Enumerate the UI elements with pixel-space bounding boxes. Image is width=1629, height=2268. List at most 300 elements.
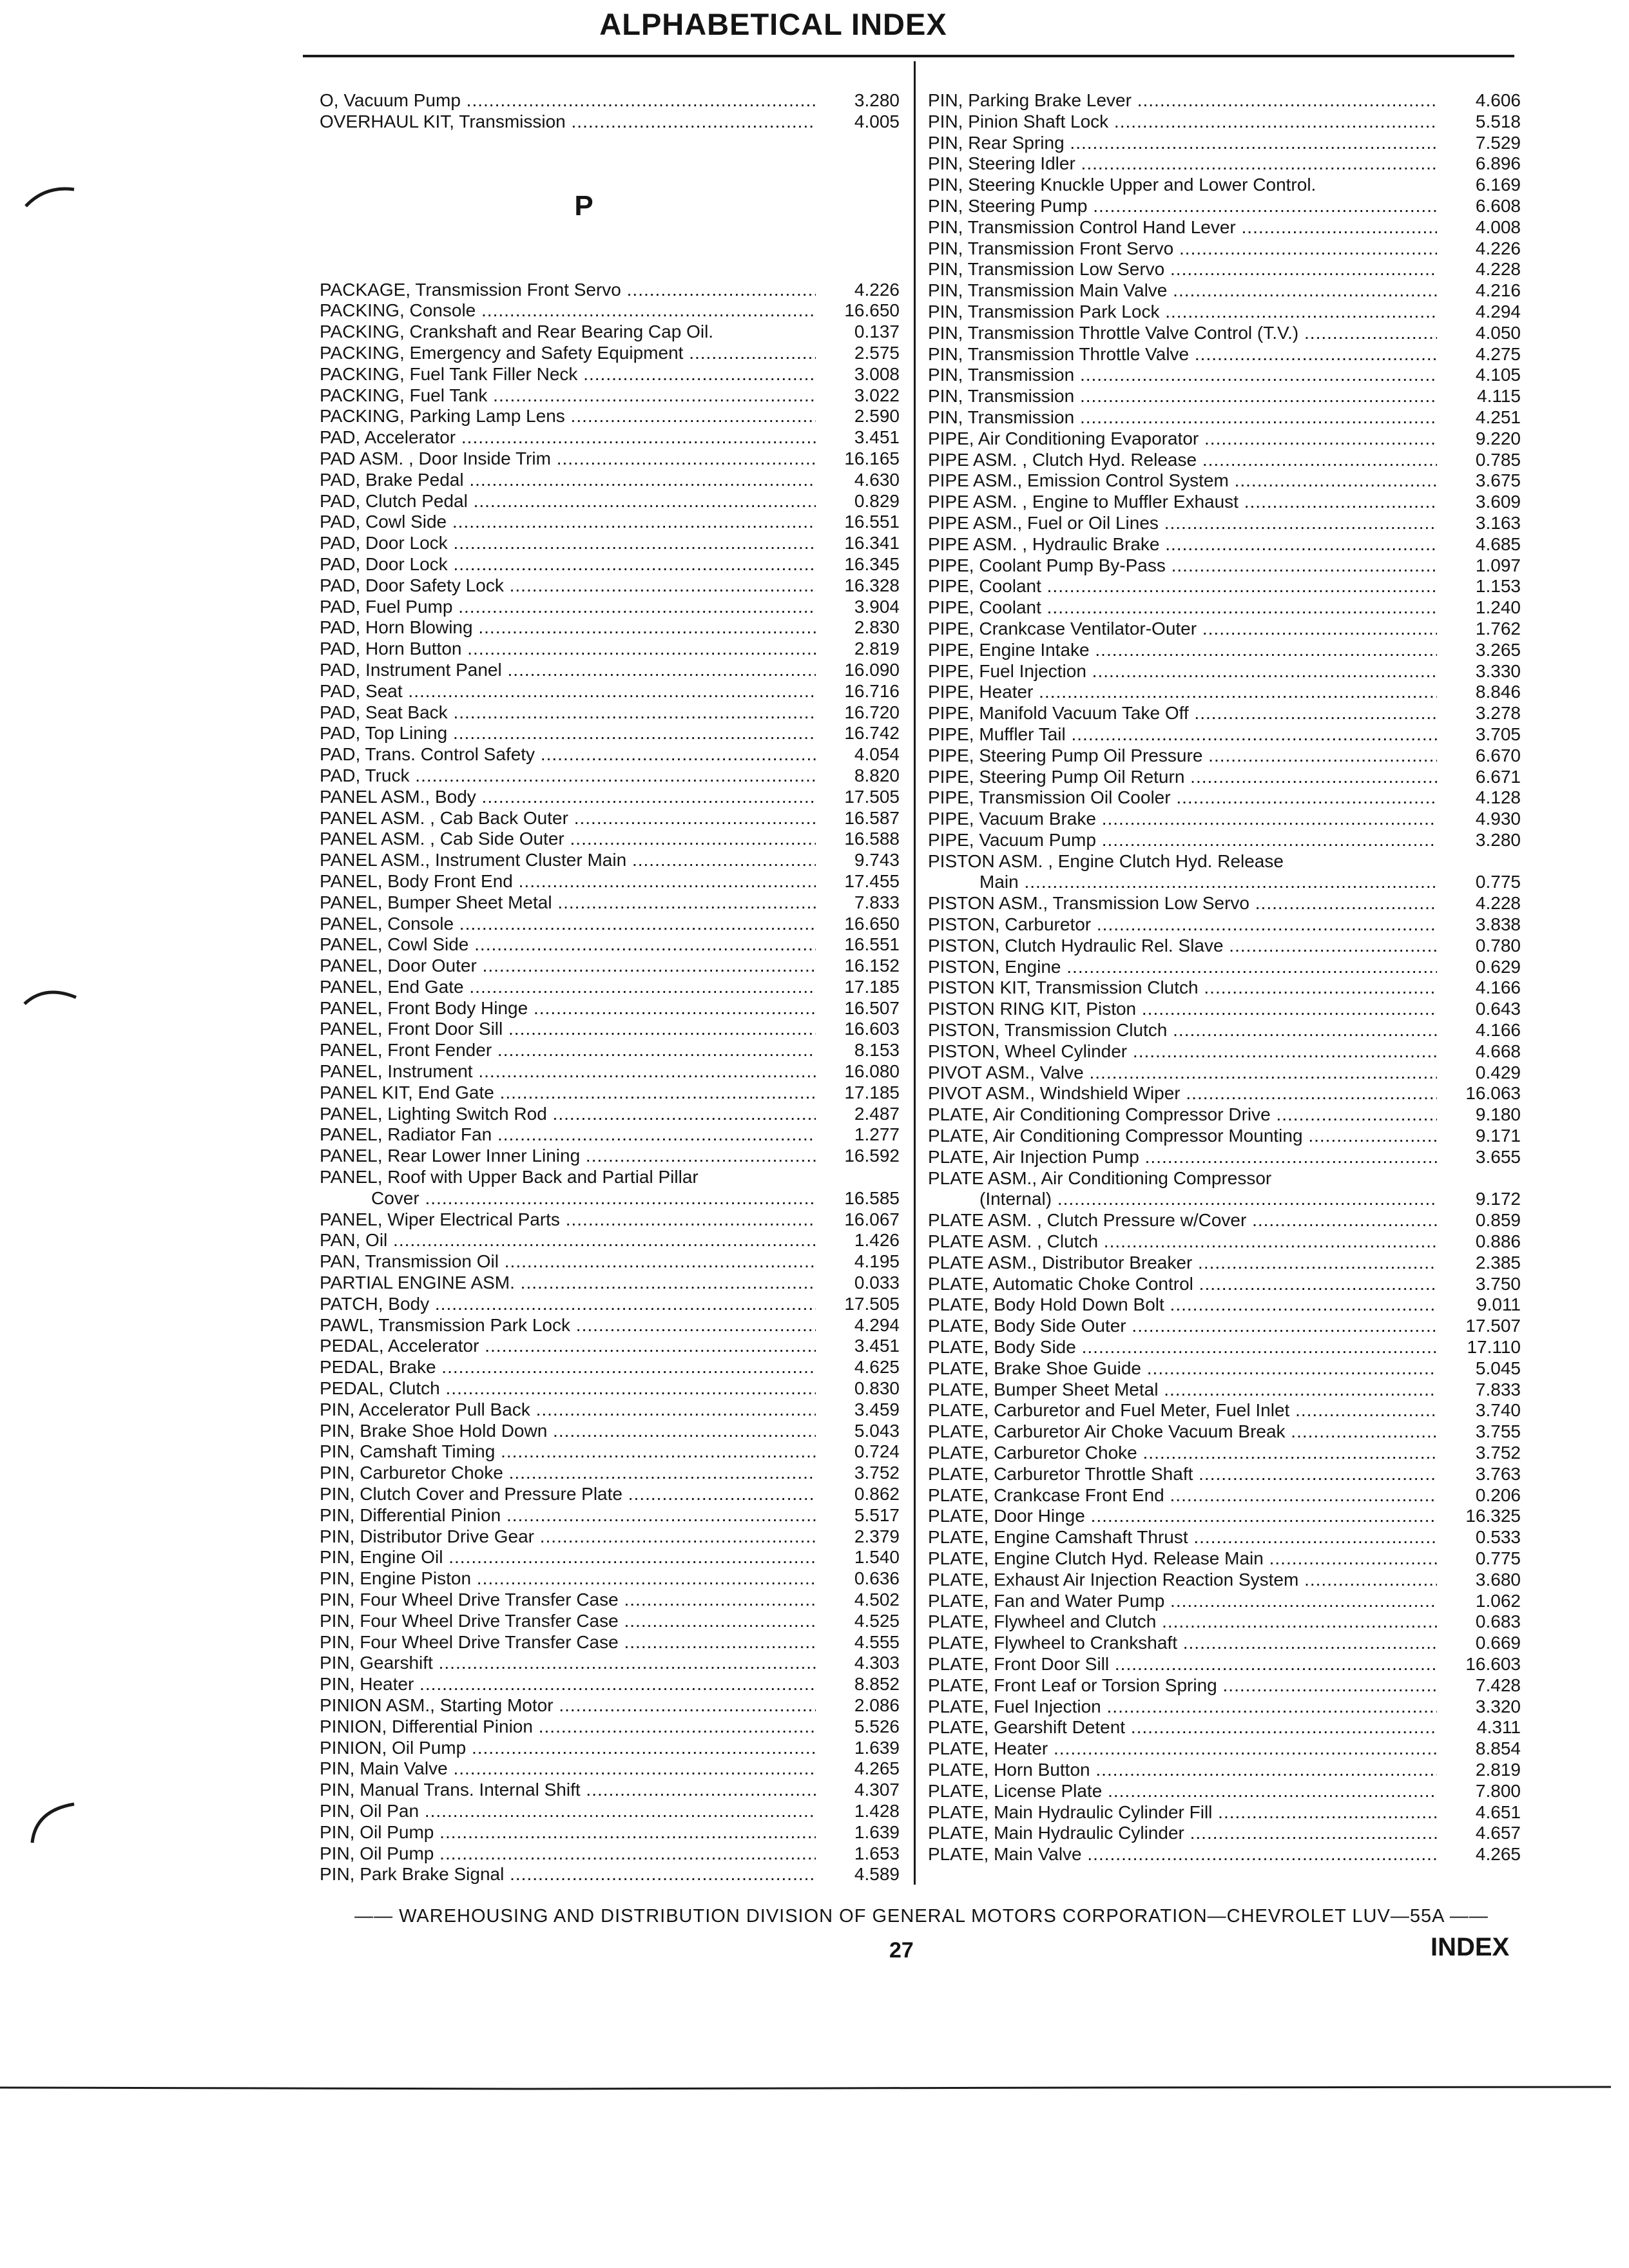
index-entry <box>320 1040 900 1061</box>
entry-label: PIN, Oil Pan ..... <box>320 1801 816 1822</box>
entry-label: PANEL ASM., Body ..... <box>320 787 816 808</box>
entry-page-ref: 2.590 <box>822 406 900 427</box>
entry-label: PANEL, Front Door Sill ..... <box>320 1019 816 1040</box>
entry-page-ref: 0.533 <box>1443 1527 1521 1548</box>
entry-page-ref: 4.166 <box>1443 1020 1521 1041</box>
entry-label: PLATE, Air Conditioning Compressor Mounting ..... <box>928 1126 1437 1147</box>
entry-label: PLATE, Body Hold Down Bolt ..... <box>928 1294 1437 1316</box>
index-entry <box>928 428 1521 450</box>
index-entry <box>320 892 900 914</box>
entry-label: PANEL, Body Front End ..... <box>320 871 816 892</box>
entry-label: PIN, Oil Pump ..... <box>320 1822 816 1843</box>
index-entry <box>928 1570 1521 1591</box>
entry-page-ref: 2.830 <box>822 617 900 639</box>
entry-label: O, Vacuum Pump ..... <box>320 90 816 111</box>
entry-label: PLATE, Brake Shoe Guide ..... <box>928 1358 1437 1379</box>
entry-page-ref: 2.385 <box>1443 1253 1521 1274</box>
entry-page-ref: 7.833 <box>822 892 900 914</box>
index-entry <box>928 1274 1521 1295</box>
entry-label: PIN, Four Wheel Drive Transfer Case ..... <box>320 1632 816 1653</box>
entry-page-ref: 0.629 <box>1443 957 1521 978</box>
index-entry <box>320 491 900 512</box>
entry-label: PIN, Four Wheel Drive Transfer Case ..... <box>320 1590 816 1611</box>
index-entry <box>320 1273 900 1294</box>
index-entry <box>928 1633 1521 1654</box>
entry-page-ref: 8.852 <box>822 1674 900 1695</box>
entry-page-ref: 4.930 <box>1443 809 1521 830</box>
entry-page-ref: 1.762 <box>1443 619 1521 640</box>
entry-page-ref: 0.683 <box>1443 1611 1521 1633</box>
index-entry <box>320 470 900 491</box>
entry-label: PACKING, Emergency and Safety Equipment ..... <box>320 343 816 364</box>
index-entry <box>320 111 900 133</box>
entry-page-ref: 4.502 <box>822 1590 900 1611</box>
entry-label: PANEL, Door Outer ..... <box>320 956 816 977</box>
entry-label: PACKING, Fuel Tank Filler Neck ..... <box>320 364 816 385</box>
index-entry <box>928 407 1521 428</box>
entry-page-ref: 4.265 <box>1443 1844 1521 1865</box>
index-entry <box>928 323 1521 344</box>
index-entry <box>320 744 900 765</box>
entry-label: PIN, Steering Idler ..... <box>928 153 1437 175</box>
entry-page-ref: 16.090 <box>822 660 900 681</box>
index-entry <box>928 1253 1521 1274</box>
index-entry <box>928 217 1521 238</box>
index-entry <box>928 1823 1521 1844</box>
entry-label: PIPE ASM., Emission Control System ..... <box>928 470 1437 492</box>
entry-label: PIN, Steering Knuckle Upper and Lower Control. <box>928 175 1316 195</box>
entry-label: PAD, Trans. Control Safety ..... <box>320 744 816 765</box>
entry-label: PIPE, Air Conditioning Evaporator ..... <box>928 428 1437 450</box>
entry-page-ref: 3.451 <box>822 427 900 448</box>
entry-label: PACKAGE, Transmission Front Servo ..... <box>320 280 816 301</box>
entry-label: PAD, Cowl Side ..... <box>320 512 816 533</box>
entry-label: PEDAL, Accelerator ..... <box>320 1336 816 1357</box>
entry-page-ref: 0.829 <box>822 491 900 512</box>
index-entry <box>928 576 1521 597</box>
entry-label: PIN, Rear Spring ..... <box>928 133 1437 154</box>
entry-page-ref: 0.830 <box>822 1378 900 1399</box>
entry-page-ref: 4.216 <box>1443 280 1521 302</box>
entry-label: Main ..... <box>928 872 1437 893</box>
entry-label: PIN, Transmission Throttle Valve Control (T.V.) ..... <box>928 323 1437 344</box>
index-entry <box>928 1231 1521 1253</box>
index-entry <box>320 575 900 597</box>
entry-label: PLATE, Main Hydraulic Cylinder Fill ..... <box>928 1802 1437 1823</box>
entry-label: PIPE ASM., Fuel or Oil Lines ..... <box>928 513 1437 534</box>
index-entry <box>320 1082 900 1104</box>
entry-page-ref: 16.603 <box>822 1019 900 1040</box>
entry-label: PIVOT ASM., Windshield Wiper ..... <box>928 1083 1437 1104</box>
index-entry <box>928 767 1521 788</box>
entry-page-ref: 16.165 <box>822 448 900 470</box>
index-entry <box>320 512 900 533</box>
index-entry <box>320 934 900 956</box>
index-entry <box>928 513 1521 534</box>
entry-label: PLATE, Exhaust Air Injection Reaction System ..... <box>928 1570 1437 1591</box>
entry-page-ref: 4.606 <box>1443 90 1521 111</box>
index-entry <box>928 1738 1521 1760</box>
entry-label: PLATE, Body Side Outer ..... <box>928 1316 1437 1337</box>
page-number: 27 <box>889 1938 914 1963</box>
index-entry <box>928 957 1521 978</box>
index-entry <box>320 1061 900 1082</box>
entry-page-ref: 3.675 <box>1443 470 1521 492</box>
entry-page-ref: 8.820 <box>822 765 900 787</box>
entry-page-ref: 8.854 <box>1443 1738 1521 1760</box>
entry-page-ref: 5.526 <box>822 1716 900 1738</box>
entry-label: PLATE, Air Injection Pump ..... <box>928 1147 1437 1168</box>
index-entry <box>320 787 900 808</box>
entry-label: PIN, Transmission Control Hand Lever ..... <box>928 217 1437 238</box>
entry-label: PACKING, Console ..... <box>320 300 816 322</box>
entry-label: PANEL ASM., Instrument Cluster Main ..... <box>320 850 816 871</box>
entry-label: PIPE ASM. , Clutch Hyd. Release ..... <box>928 450 1437 471</box>
entry-label: PISTON, Carburetor ..... <box>928 914 1437 936</box>
entry-label: PAD, Horn Button ..... <box>320 639 816 660</box>
entry-label: PLATE, Engine Clutch Hyd. Release Main ..... <box>928 1548 1437 1570</box>
entry-page-ref: 4.275 <box>1443 344 1521 365</box>
index-entry <box>928 1104 1521 1126</box>
index-entry <box>320 1294 900 1315</box>
index-entry <box>320 1019 900 1040</box>
entry-page-ref: 3.705 <box>1443 724 1521 745</box>
index-entry <box>320 1780 900 1801</box>
index-entry <box>928 1168 1521 1189</box>
index-entry <box>320 1716 900 1738</box>
entry-page-ref: 0.780 <box>1443 936 1521 957</box>
right-entries <box>928 90 1521 1865</box>
entry-label: PLATE, Engine Camshaft Thrust ..... <box>928 1527 1437 1548</box>
entry-label: PANEL, Cowl Side ..... <box>320 934 816 956</box>
entry-label: PIPE, Muffler Tail ..... <box>928 724 1437 745</box>
entry-page-ref: 16.080 <box>822 1061 900 1082</box>
index-entry <box>928 787 1521 809</box>
entry-label: PIN, Clutch Cover and Pressure Plate ..... <box>320 1484 816 1505</box>
index-entry <box>928 280 1521 302</box>
entry-page-ref: 17.455 <box>822 871 900 892</box>
entry-page-ref: 1.639 <box>822 1822 900 1843</box>
entry-label: PANEL KIT, End Gate ..... <box>320 1082 816 1104</box>
entry-label: PIVOT ASM., Valve ..... <box>928 1062 1437 1084</box>
index-entry <box>928 1210 1521 1231</box>
entry-page-ref: 0.775 <box>1443 1548 1521 1570</box>
entry-page-ref: 1.639 <box>822 1738 900 1759</box>
index-entry <box>928 1485 1521 1506</box>
entry-label: PLATE, Front Leaf or Torsion Spring ..... <box>928 1675 1437 1696</box>
entry-label: PEDAL, Brake ..... <box>320 1357 816 1378</box>
entry-page-ref: 16.585 <box>822 1188 900 1209</box>
entry-page-ref: 16.325 <box>1443 1506 1521 1527</box>
entry-label: PANEL, Bumper Sheet Metal ..... <box>320 892 816 914</box>
entry-page-ref: 4.657 <box>1443 1823 1521 1844</box>
entry-page-ref: 1.653 <box>822 1843 900 1865</box>
entry-label: PIPE, Crankcase Ventilator-Outer ..... <box>928 619 1437 640</box>
entry-page-ref: 2.819 <box>822 639 900 660</box>
entry-label: PAWL, Transmission Park Lock ..... <box>320 1315 816 1336</box>
index-entry <box>928 555 1521 577</box>
index-entry <box>928 1717 1521 1738</box>
index-entry <box>928 1316 1521 1337</box>
index-entry <box>320 1399 900 1421</box>
index-entry <box>320 448 900 470</box>
entry-label: PIN, Differential Pinion ..... <box>320 1505 816 1526</box>
index-entry <box>928 661 1521 682</box>
entry-label: PIPE, Manifold Vacuum Take Off ..... <box>928 703 1437 724</box>
entry-label: PIN, Oil Pump ..... <box>320 1843 816 1865</box>
index-entry <box>320 1590 900 1611</box>
entry-page-ref: 3.680 <box>1443 1570 1521 1591</box>
index-entry <box>928 175 1521 196</box>
index-entry <box>928 111 1521 133</box>
entry-page-ref: 3.755 <box>1443 1421 1521 1443</box>
entry-page-ref: 16.720 <box>822 702 900 724</box>
entry-page-ref: 6.608 <box>1443 196 1521 217</box>
margin-curve-mark <box>19 979 77 1018</box>
entry-page-ref: 17.507 <box>1443 1316 1521 1337</box>
index-entry <box>928 1083 1521 1104</box>
entry-label: PLATE, Gearshift Detent ..... <box>928 1717 1437 1738</box>
index-entry <box>928 1844 1521 1865</box>
entry-label: PANEL ASM. , Cab Back Outer ..... <box>320 808 816 829</box>
index-entry <box>320 765 900 787</box>
index-entry <box>928 534 1521 555</box>
entry-page-ref: 6.169 <box>1443 175 1521 196</box>
entry-label: PIPE, Steering Pump Oil Pressure ..... <box>928 745 1437 767</box>
index-entry <box>320 1611 900 1632</box>
entry-label: PIN, Park Brake Signal ..... <box>320 1864 816 1885</box>
entry-page-ref: 4.115 <box>1443 386 1521 407</box>
entry-label: PLATE, Flywheel to Crankshaft ..... <box>928 1633 1437 1654</box>
index-entry <box>320 554 900 575</box>
entry-label: OVERHAUL KIT, Transmission ..... <box>320 111 816 133</box>
entry-page-ref: 17.185 <box>822 1082 900 1104</box>
entry-page-ref: 0.429 <box>1443 1062 1521 1084</box>
index-entry <box>928 302 1521 323</box>
index-entry <box>320 406 900 427</box>
index-entry <box>320 1167 900 1188</box>
index-entry <box>320 829 900 850</box>
entry-page-ref: 4.166 <box>1443 977 1521 999</box>
entry-label: PLATE ASM. , Clutch ..... <box>928 1231 1437 1253</box>
index-entry <box>320 1864 900 1885</box>
entry-label: PLATE, Crankcase Front End ..... <box>928 1485 1437 1506</box>
entry-page-ref: 4.630 <box>822 470 900 491</box>
entry-page-ref: 16.507 <box>822 998 900 1019</box>
entry-page-ref: 3.163 <box>1443 513 1521 534</box>
entry-page-ref: 3.278 <box>1443 703 1521 724</box>
index-entry <box>320 1146 900 1167</box>
index-entry <box>928 999 1521 1020</box>
entry-page-ref: 2.379 <box>822 1526 900 1548</box>
entry-label: PIPE ASM. , Engine to Muffler Exhaust ..... <box>928 492 1437 513</box>
entry-page-ref: 16.650 <box>822 914 900 935</box>
entry-page-ref: 9.171 <box>1443 1126 1521 1147</box>
index-entry <box>320 1124 900 1146</box>
index-entry <box>320 1315 900 1336</box>
entry-label: PLATE, Automatic Choke Control ..... <box>928 1274 1437 1295</box>
index-entry <box>320 1738 900 1759</box>
entry-page-ref: 4.251 <box>1443 407 1521 428</box>
entry-label: PIN, Brake Shoe Hold Down ..... <box>320 1421 816 1442</box>
entry-label: PIN, Gearshift ..... <box>320 1653 816 1674</box>
index-entry <box>928 1781 1521 1802</box>
section-tag: INDEX <box>1431 1933 1510 1961</box>
entry-page-ref: 16.588 <box>822 829 900 850</box>
entry-label: PISTON ASM. , Engine Clutch Hyd. Release <box>928 850 1284 871</box>
entry-label: PLATE, Fan and Water Pump ..... <box>928 1591 1437 1612</box>
entry-label: PIPE, Vacuum Pump ..... <box>928 830 1437 851</box>
entry-page-ref: 16.341 <box>822 533 900 554</box>
entry-page-ref: 7.833 <box>1443 1379 1521 1401</box>
entry-label: PAD, Door Lock ..... <box>320 554 816 575</box>
index-entry <box>928 809 1521 830</box>
entry-label: PISTON, Transmission Clutch ..... <box>928 1020 1437 1041</box>
index-entry <box>928 196 1521 217</box>
entry-label: PAD, Top Lining ..... <box>320 723 816 744</box>
index-entry <box>320 322 900 343</box>
index-entry <box>928 1337 1521 1358</box>
entry-page-ref: 4.555 <box>822 1632 900 1653</box>
entry-label: PLATE, Air Conditioning Compressor Drive ..... <box>928 1104 1437 1126</box>
entry-label: PACKING, Crankshaft and Rear Bearing Cap Oil. <box>320 322 714 342</box>
index-entry <box>928 1675 1521 1696</box>
entry-label: PLATE, Main Hydraulic Cylinder ..... <box>928 1823 1437 1844</box>
index-entry <box>928 914 1521 936</box>
index-entry <box>928 386 1521 407</box>
entry-page-ref: 0.785 <box>1443 450 1521 471</box>
index-entry <box>320 1653 900 1674</box>
entry-label: PIPE, Fuel Injection ..... <box>928 661 1437 682</box>
index-entry <box>928 1760 1521 1781</box>
entry-page-ref: 9.011 <box>1443 1294 1521 1316</box>
entry-page-ref: 16.716 <box>822 681 900 702</box>
entry-label: PIN, Engine Oil ..... <box>320 1547 816 1568</box>
entry-page-ref: 9.180 <box>1443 1104 1521 1126</box>
entry-label: PANEL ASM. , Cab Side Outer ..... <box>320 829 816 850</box>
left-index-column <box>320 90 900 1885</box>
entry-page-ref: 4.228 <box>1443 259 1521 280</box>
right-index-column <box>928 90 1521 1865</box>
entry-label: PINION, Oil Pump ..... <box>320 1738 816 1759</box>
index-entry <box>928 470 1521 492</box>
section-letter: P <box>574 189 593 222</box>
entry-label: PIPE, Steering Pump Oil Return ..... <box>928 767 1437 788</box>
entry-label: PAD, Door Safety Lock ..... <box>320 575 816 597</box>
index-entry <box>928 365 1521 386</box>
index-entry <box>320 1758 900 1780</box>
index-entry <box>928 830 1521 851</box>
entry-page-ref: 3.752 <box>1443 1443 1521 1464</box>
index-entry <box>320 1421 900 1442</box>
entry-label: PIN, Transmission Front Servo ..... <box>928 238 1437 260</box>
entry-page-ref: 3.022 <box>822 385 900 407</box>
entry-label: PIN, Steering Pump ..... <box>928 196 1437 217</box>
entry-page-ref: 4.294 <box>822 1315 900 1336</box>
index-entry <box>928 1464 1521 1485</box>
index-entry <box>320 427 900 448</box>
entry-label: PIN, Pinion Shaft Lock ..... <box>928 111 1437 133</box>
index-entry <box>320 1695 900 1716</box>
entry-page-ref: 4.668 <box>1443 1041 1521 1062</box>
entry-page-ref: 1.277 <box>822 1124 900 1146</box>
entry-page-ref: 16.551 <box>822 512 900 533</box>
entry-label: PLATE, Carburetor Air Choke Vacuum Break ..... <box>928 1421 1437 1443</box>
index-entry <box>928 1421 1521 1443</box>
entry-label: PLATE, Bumper Sheet Metal ..... <box>928 1379 1437 1401</box>
entry-page-ref: 2.086 <box>822 1695 900 1716</box>
entry-page-ref: 0.859 <box>1443 1210 1521 1231</box>
entry-page-ref: 1.097 <box>1443 555 1521 577</box>
index-entry <box>928 153 1521 175</box>
footer-line: —— WAREHOUSING AND DISTRIBUTION DIVISION OF GENERAL MOTORS CORPORATION—CHEVROLET LUV—55A —— <box>354 1906 1489 1927</box>
entry-label: PINION ASM., Starting Motor ..... <box>320 1695 816 1716</box>
entry-label: PACKING, Fuel Tank ..... <box>320 385 816 407</box>
entry-label: PIPE ASM. , Hydraulic Brake ..... <box>928 534 1437 555</box>
entry-page-ref: 4.651 <box>1443 1802 1521 1823</box>
entry-label: PISTON, Wheel Cylinder ..... <box>928 1041 1437 1062</box>
entry-label: PAD, Brake Pedal ..... <box>320 470 816 491</box>
index-entry <box>928 1126 1521 1147</box>
entry-page-ref: 9.220 <box>1443 428 1521 450</box>
entry-label: PLATE, Main Valve ..... <box>928 1844 1437 1865</box>
entry-label: PIN, Transmission Low Servo ..... <box>928 259 1437 280</box>
entry-label: (Internal) ..... <box>928 1189 1437 1210</box>
entry-page-ref: 3.609 <box>1443 492 1521 513</box>
entry-label: PIN, Transmission Throttle Valve ..... <box>928 344 1437 365</box>
entry-label: PAD, Door Lock ..... <box>320 533 816 554</box>
index-entry <box>928 1020 1521 1041</box>
entry-label: PIN, Transmission ..... <box>928 365 1437 386</box>
entry-page-ref: 16.603 <box>1443 1654 1521 1675</box>
index-entry <box>928 1506 1521 1527</box>
entry-page-ref: 3.750 <box>1443 1274 1521 1295</box>
index-entry <box>928 745 1521 767</box>
entry-label: PIPE, Engine Intake ..... <box>928 640 1437 661</box>
entry-page-ref: 3.265 <box>1443 640 1521 661</box>
index-entry <box>320 1843 900 1865</box>
entry-page-ref: 0.643 <box>1443 999 1521 1020</box>
entry-label: PIN, Heater ..... <box>320 1674 816 1695</box>
index-entry <box>320 1336 900 1357</box>
index-entry <box>320 1441 900 1463</box>
entry-page-ref: 4.105 <box>1443 365 1521 386</box>
index-entry <box>320 1526 900 1548</box>
entry-page-ref: 16.742 <box>822 723 900 744</box>
entry-label: PAD, Truck ..... <box>320 765 816 787</box>
entry-label: PAD, Instrument Panel ..... <box>320 660 816 681</box>
entry-page-ref: 8.846 <box>1443 682 1521 703</box>
entry-label: PANEL, Radiator Fan ..... <box>320 1124 816 1146</box>
entry-page-ref: 16.067 <box>822 1209 900 1231</box>
entry-label: PLATE, Heater ..... <box>928 1738 1437 1760</box>
index-entry <box>320 343 900 364</box>
entry-page-ref: 5.045 <box>1443 1358 1521 1379</box>
index-entry <box>928 597 1521 619</box>
index-entry <box>928 703 1521 724</box>
index-entry <box>928 450 1521 471</box>
entry-label: PAN, Transmission Oil ..... <box>320 1251 816 1273</box>
entry-page-ref: 17.505 <box>822 787 900 808</box>
index-entry <box>320 639 900 660</box>
entry-page-ref: 3.320 <box>1443 1696 1521 1718</box>
index-entry <box>928 1443 1521 1464</box>
entry-label: PANEL, Roof with Upper Back and Partial Pillar <box>320 1167 699 1187</box>
entry-page-ref: 16.152 <box>822 956 900 977</box>
entry-page-ref: 6.896 <box>1443 153 1521 175</box>
entry-page-ref: 16.587 <box>822 808 900 829</box>
entry-label: PLATE, Carburetor Choke ..... <box>928 1443 1437 1464</box>
